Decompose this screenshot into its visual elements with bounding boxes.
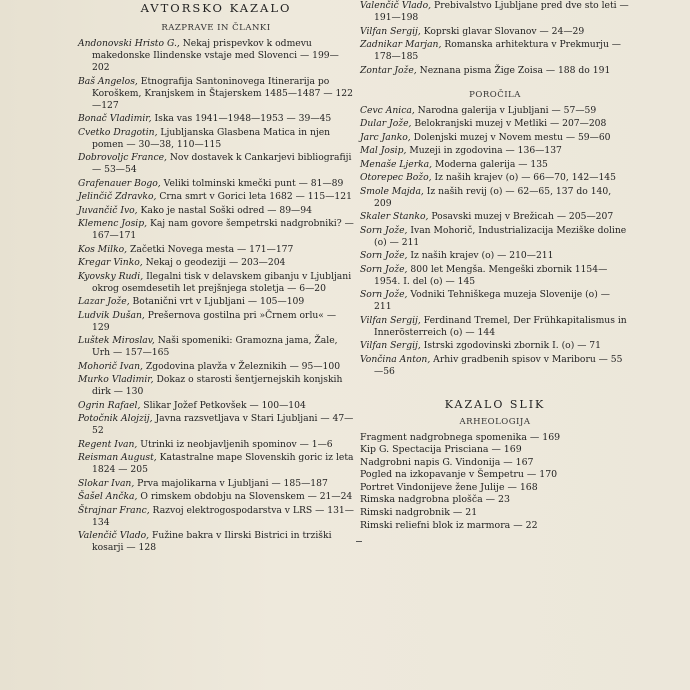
entry-author: Lazar Jože, bbox=[78, 296, 130, 307]
index-entry bbox=[360, 0, 630, 24]
index-entry bbox=[78, 205, 354, 217]
index-entry bbox=[78, 491, 354, 503]
index-entry bbox=[78, 76, 354, 112]
entry-author: Sorn Jože, bbox=[360, 289, 408, 300]
entry-title-pages: Romanska arhitektura v Prekmurju — 178—185 bbox=[374, 39, 621, 62]
entry-title-pages: Crna smrt v Gorici leta 1682 — 115—121 bbox=[156, 191, 352, 202]
entry-title-pages: Iska vas 1941—1948—1953 — 39—45 bbox=[151, 113, 332, 124]
entry-author: Vilfan Sergij, bbox=[360, 314, 421, 326]
index-entry bbox=[360, 145, 630, 157]
articles-subtitle: RAZPRAVE IN ČLANKI bbox=[161, 23, 271, 33]
index-entry bbox=[78, 191, 354, 203]
entry-title-pages: Kaj nam govore šempetrski nadgrobniki? — 167—171 bbox=[92, 218, 354, 241]
entry-title-pages: Vodniki Tehniškega muzeja Slovenije (o) — 211 bbox=[374, 289, 610, 312]
index-entry bbox=[360, 39, 630, 63]
entry-title-pages: Fužine bakra v Ilirski Bistrici in trziški kosarji — 128 bbox=[92, 530, 332, 553]
entry-title-pages: Kako je nastal Soški odred — 89—94 bbox=[137, 204, 312, 216]
entry-author: Jarc Janko, bbox=[360, 131, 411, 143]
entry-author: Šašel Ančka, bbox=[78, 491, 138, 502]
entry-title-pages: Nov dostavek k Cankarjevi bibliografiji — 53—54 bbox=[92, 152, 352, 175]
entry-author: Bonač Vladimir, bbox=[78, 113, 152, 124]
figure-entry: Nadgrobni napis G. Vindonija — 167 bbox=[360, 456, 534, 468]
entry-title-pages: Posavski muzej v Brežicah — 205—207 bbox=[428, 211, 614, 222]
entry-author: Andonovski Hristo G., bbox=[78, 38, 180, 49]
index-entry bbox=[78, 152, 354, 176]
index-entry bbox=[360, 225, 630, 249]
entry-title-pages: Ilegalni tisk v delavskem gibanju v Ljubljani okrog osemdesetih let prejšnjega stoletja — 6—20 bbox=[92, 270, 352, 294]
entry-title-pages: Narodna galerija v Ljubljani — 57—59 bbox=[414, 104, 597, 116]
reports-subtitle: POROČILA bbox=[469, 89, 521, 100]
index-entry bbox=[78, 374, 354, 398]
index-entry bbox=[78, 361, 354, 373]
entry-title-pages: Dokaz o starosti šentjernejskih konjskih dirk — 130 bbox=[92, 374, 343, 397]
index-entry bbox=[360, 172, 630, 184]
entry-author: Sorn Jože, bbox=[360, 224, 408, 236]
entry-author: Valenčič Vlado, bbox=[360, 0, 432, 11]
index-entry bbox=[360, 289, 630, 313]
entry-title-pages: Javna razsvetljava v Stari Ljubljani — 47—52 bbox=[92, 413, 354, 436]
entry-title-pages: Prešernova gostilna pri »Črnem orlu« — 129 bbox=[92, 309, 337, 333]
figure-entry: Rimski reliefni blok iz marmora — 22 bbox=[360, 519, 538, 531]
index-entry bbox=[360, 118, 630, 130]
image-index-section bbox=[360, 398, 630, 533]
entry-title-pages: O rimskem obdobju na Slovenskem — 21—24 bbox=[137, 491, 353, 502]
index-entry bbox=[78, 257, 354, 269]
archaeology-subtitle: ARHEOLOGIJA bbox=[459, 416, 531, 427]
entry-title-pages: Neznana pisma Žige Zoisa — 188 do 191 bbox=[416, 64, 611, 76]
entry-title-pages: Moderna galerija — 135 bbox=[432, 158, 548, 170]
entry-author: Valenčič Vlado, bbox=[78, 530, 150, 541]
entry-author: Potočnik Alojzij, bbox=[78, 413, 153, 424]
entry-author: Grafenauer Bogo, bbox=[78, 177, 161, 189]
entry-author: Murko Vladimir, bbox=[78, 374, 154, 385]
index-entry bbox=[78, 38, 354, 74]
entry-title-pages: Prebivalstvo Ljubljane pred dve sto leti — 191—198 bbox=[374, 0, 629, 23]
index-entry bbox=[78, 413, 354, 437]
entry-title-pages: Nekaj o geodeziji — 203—204 bbox=[142, 257, 286, 268]
entry-title-pages: Dolenjski muzej v Novem mestu — 59—60 bbox=[410, 131, 611, 143]
entry-author: Kyovsky Rudi, bbox=[78, 270, 144, 282]
entry-author: Ogrin Rafael, bbox=[78, 399, 141, 411]
entry-author: Klemenc Josip, bbox=[78, 218, 148, 229]
entry-author: Vilfan Sergij, bbox=[360, 340, 421, 351]
entry-title-pages: Katastralne mape Slovenskih goric iz leta 1824 — 205 bbox=[92, 452, 354, 475]
entry-author: Jelinčič Zdravko, bbox=[78, 191, 157, 202]
index-entry bbox=[78, 478, 354, 490]
entry-title-pages: Ivan Mohorič, Industrializacija Meziške doline (o) — 211 bbox=[374, 224, 627, 248]
index-entry bbox=[360, 132, 630, 144]
index-entry bbox=[78, 244, 354, 256]
entry-author: Vončina Anton, bbox=[360, 353, 431, 365]
entry-title-pages: Začetki Novega mesta — 171—177 bbox=[127, 243, 294, 255]
entry-author: Kregar Vinko, bbox=[78, 257, 143, 268]
figure-entry: Rimski nadgrobnik — 21 bbox=[360, 507, 478, 519]
figure-entry-list bbox=[360, 432, 630, 533]
index-entry bbox=[78, 452, 354, 476]
author-index-title: AVTORSKO KAZALO bbox=[140, 1, 292, 15]
entry-title-pages: 800 let Mengša. Mengeški zbornik 1154—1954. I. del (o) — 145 bbox=[374, 263, 608, 287]
entry-author: Sorn Jože, bbox=[360, 263, 408, 275]
entry-author: Ludvik Dušan, bbox=[78, 309, 145, 321]
index-entry bbox=[78, 505, 354, 529]
entry-title-pages: Iz naših revij (o) — 62—65, 137 do 140, 209 bbox=[374, 185, 612, 209]
article-entry-list-continued bbox=[360, 0, 630, 77]
figure-entry: Portret Vindonijeve žene Julije — 168 bbox=[360, 481, 538, 493]
entry-author: Dobrovoljc France, bbox=[78, 152, 167, 163]
reports-entry-list bbox=[360, 105, 630, 378]
entry-title-pages: Muzeji in zgodovina — 136—137 bbox=[406, 145, 562, 156]
entry-title-pages: Koprski glavar Slovanov — 24—29 bbox=[420, 25, 585, 37]
entry-author: Menaše Ljerka, bbox=[360, 158, 433, 170]
index-entry bbox=[360, 105, 630, 117]
entry-author: Juvančič Ivo, bbox=[78, 204, 138, 216]
index-entry bbox=[360, 211, 630, 223]
left-column bbox=[78, 0, 354, 556]
right-column bbox=[360, 0, 630, 532]
entry-title-pages: Iz naših krajev (o) — 210—211 bbox=[407, 250, 554, 261]
column-divider-dash bbox=[356, 541, 362, 542]
entry-author: Smole Majda, bbox=[360, 185, 424, 197]
index-entry bbox=[360, 26, 630, 38]
entry-title-pages: Ljubljanska Glasbena Matica in njen pomen — 30—38, 110—115 bbox=[92, 126, 331, 150]
index-entry bbox=[360, 250, 630, 262]
index-entry bbox=[360, 159, 630, 171]
entry-title-pages: Nekaj prispevkov k odmevu makedonske Ilindenske vstaje med Slovenci — 199—202 bbox=[92, 38, 339, 73]
entry-title-pages: Belokranjski muzej v Metliki — 207—208 bbox=[411, 118, 607, 129]
entry-title-pages: Zgodovina plavža v Železnikih — 95—100 bbox=[142, 360, 341, 372]
index-entry bbox=[78, 178, 354, 190]
entry-author: Slokar Ivan, bbox=[78, 477, 135, 489]
index-entry bbox=[360, 65, 630, 77]
entry-author: Cvetko Dragotin, bbox=[78, 126, 158, 138]
index-entry bbox=[78, 530, 354, 554]
article-entry-list bbox=[78, 38, 354, 554]
entry-title-pages: Iz naših krajev (o) — 66—70, 142—145 bbox=[431, 172, 616, 183]
entry-author: Skaler Stanko, bbox=[360, 211, 429, 222]
entry-author: Baš Angelos, bbox=[78, 75, 138, 87]
index-entry bbox=[360, 340, 630, 352]
index-entry bbox=[78, 335, 354, 359]
figure-entry: Pogled na izkopavanje v Šempetru — 170 bbox=[360, 469, 558, 481]
index-entry bbox=[360, 186, 630, 210]
entry-title-pages: Veliki tolminski kmečki punt — 81—89 bbox=[160, 177, 344, 189]
index-entry bbox=[78, 271, 354, 295]
entry-title-pages: Arhiv gradbenih spisov v Mariboru — 55—56 bbox=[374, 353, 623, 377]
entry-title-pages: Slikar Jožef Petkovšek — 100—104 bbox=[140, 399, 306, 411]
entry-title-pages: Botanični vrt v Ljubljani — 105—109 bbox=[129, 296, 305, 307]
entry-author: Regent Ivan, bbox=[78, 438, 138, 450]
entry-title-pages: Naši spomeniki: Gramozna jama, Žale, Urh — 157—165 bbox=[92, 335, 338, 358]
entry-title-pages: Etnografija Santoninovega Itinerarija po Koroškem, Kranjskem in Štajerskem 1485—1487 — 122—127 bbox=[92, 75, 353, 111]
index-entry bbox=[78, 218, 354, 242]
entry-author: Dular Jože, bbox=[360, 118, 412, 129]
entry-author: Luštek Miroslav, bbox=[78, 335, 155, 346]
entry-author: Štrajnar Franc, bbox=[78, 504, 150, 516]
index-entry bbox=[78, 296, 354, 308]
entry-author: Vilfan Sergij, bbox=[360, 25, 421, 37]
index-entry bbox=[78, 127, 354, 151]
index-entry bbox=[360, 315, 630, 339]
image-index-title: KAZALO SLIK bbox=[444, 397, 546, 411]
figure-entry: Fragment nadgrobnega spomenika — 169 bbox=[360, 431, 561, 443]
entry-author: Mohorič Ivan, bbox=[78, 360, 143, 372]
entry-title-pages: Prva majolikarna v Ljubljani — 185—187 bbox=[134, 477, 328, 489]
index-entry bbox=[78, 400, 354, 412]
entry-author: Otorepec Božo, bbox=[360, 172, 432, 183]
entry-author: Sorn Jože, bbox=[360, 250, 408, 261]
index-entry bbox=[78, 113, 354, 125]
index-entry bbox=[78, 310, 354, 334]
index-entry bbox=[78, 439, 354, 451]
index-entry bbox=[360, 354, 630, 378]
entry-title-pages: Utrinki iz neobjavljenih spominov — 1—6 bbox=[137, 438, 333, 450]
entry-title-pages: Istrski zgodovinski zbornik I. (o) — 71 bbox=[420, 340, 602, 351]
entry-author: Zadnikar Marjan, bbox=[360, 39, 442, 50]
entry-author: Zontar Jože, bbox=[360, 64, 417, 76]
figure-entry: Kip G. Spectacija Prisciana — 169 bbox=[360, 444, 522, 456]
entry-author: Kos Milko, bbox=[78, 243, 128, 255]
index-entry bbox=[360, 264, 630, 288]
entry-author: Mal Josip, bbox=[360, 145, 407, 156]
figure-entry: Rimska nadgrobna plošča — 23 bbox=[360, 494, 510, 506]
entry-title-pages: Razvoj elektrogospodarstva v LRS — 131—134 bbox=[92, 504, 354, 528]
entry-author: Reisman August, bbox=[78, 452, 157, 463]
entry-author: Cevc Anica, bbox=[360, 104, 415, 116]
entry-title-pages: Ferdinand Tremel, Der Frühkapitalismus in Innerösterreich (o) — 144 bbox=[374, 314, 627, 338]
